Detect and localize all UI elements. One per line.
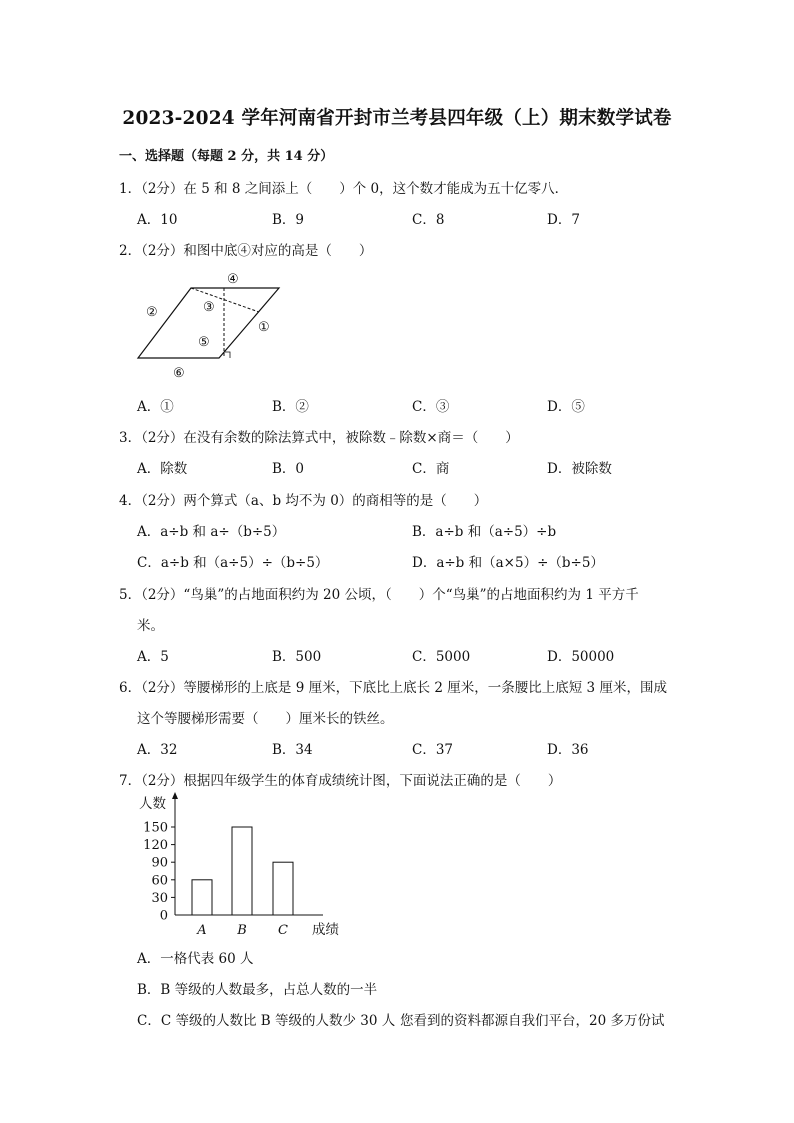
- q2-option-b: B．②: [272, 399, 309, 415]
- q4-option-c: C．a÷b 和（a÷5）÷（b÷5）: [137, 555, 329, 571]
- question-5-stem-line2: 米。: [137, 618, 164, 634]
- q5-option-a: A．5: [137, 649, 169, 665]
- q7-option-a: A．一格代表 60 人: [137, 951, 254, 967]
- q6-option-c: C．37: [412, 742, 454, 758]
- q3-option-a: A．除数: [137, 461, 188, 477]
- label-5: ⑤: [198, 335, 210, 350]
- question-3-stem: 3．（2分）在没有余数的除法算式中，被除数﹣除数×商＝（ ）: [119, 430, 519, 446]
- q4-option-d: D．a÷b 和（a×5）÷（b÷5）: [412, 555, 604, 571]
- label-4: ④: [227, 272, 239, 287]
- y-tick-label: 120: [143, 838, 168, 854]
- right-angle-mark: [224, 352, 230, 358]
- y-axis-label: 人数: [139, 796, 166, 812]
- question-6-stem-line2: 这个等腰梯形需要（ ）厘米长的铁丝。: [137, 711, 394, 727]
- question-5-stem-line1: 5．（2分）“鸟巢”的占地面积约为 20 公顷，（ ）个“鸟巢”的占地面积约为 1 平方千: [119, 587, 639, 603]
- x-axis-label: 成绩: [312, 922, 339, 938]
- question-6-stem-line1: 6．（2分）等腰梯形的上底是 9 厘米，下底比上底长 2 厘米，一条腰比上底短 3 厘米，围成: [119, 680, 667, 696]
- watermark-text: 您看到的资料都源自我们平台，20 多万份试: [400, 1013, 665, 1029]
- section-heading: 一、选择题（每题 2 分，共 14 分）: [119, 149, 334, 164]
- q4-option-a: A．a÷b 和 a÷（b÷5）: [137, 524, 286, 540]
- bar-chart: [125, 788, 355, 940]
- q4-option-b: B．a÷b 和（a÷5）÷b: [412, 524, 557, 540]
- q5-option-b: B．500: [272, 649, 322, 665]
- label-6: ⑥: [173, 366, 185, 381]
- question-4-stem: 4．（2分）两个算式（a、b 均不为 0）的商相等的是（ ）: [119, 493, 488, 509]
- q2-option-a: A．①: [137, 399, 174, 415]
- q3-option-d: D．被除数: [547, 461, 612, 477]
- q5-option-c: C．5000: [412, 649, 471, 665]
- question-1-stem: 1．（2分）在 5 和 8 之间添上（ ）个 0，这个数才能成为五十亿零八．: [119, 181, 569, 197]
- q1-option-c: C．8: [412, 212, 445, 228]
- q7-option-b: B．B 等级的人数最多，占总人数的一半: [137, 982, 378, 998]
- y-tick-label: 90: [151, 855, 168, 871]
- q1-option-b: B．9: [272, 212, 305, 228]
- label-3: ③: [203, 300, 215, 315]
- q2-option-c: C．③: [412, 399, 450, 415]
- y-axis-arrow: [172, 792, 178, 799]
- q5-option-d: D．50000: [547, 649, 615, 665]
- bar-b: [232, 827, 252, 915]
- y-tick-label: 60: [151, 873, 168, 889]
- q1-option-d: D．7: [547, 212, 580, 228]
- q1-option-a: A．10: [137, 212, 178, 228]
- q6-option-d: D．36: [547, 742, 589, 758]
- x-tick-label: B: [237, 923, 247, 938]
- page-title: 2023-2024 学年河南省开封市兰考县四年级（上）期末数学试卷: [122, 108, 672, 129]
- question-7-stem: 7．（2分）根据四年级学生的体育成绩统计图，下面说法正确的是（ ）: [119, 773, 562, 789]
- label-1: ①: [258, 320, 270, 335]
- bar-a: [192, 880, 212, 915]
- q6-option-b: B．34: [272, 742, 313, 758]
- q6-option-a: A．32: [137, 742, 178, 758]
- x-tick-label: C: [278, 923, 288, 938]
- q3-option-c: C．商: [412, 461, 450, 477]
- q7-option-c: C．C 等级的人数比 B 等级的人数少 30 人: [137, 1013, 396, 1029]
- q3-option-b: B．0: [272, 461, 305, 477]
- q2-option-d: D．⑤: [547, 399, 585, 415]
- y-tick-label: 30: [151, 890, 168, 906]
- label-2: ②: [146, 305, 158, 320]
- bar-c: [273, 862, 293, 915]
- y-tick-label: 0: [159, 908, 168, 924]
- parallelogram-figure: [130, 262, 290, 387]
- height-line-perpendicular: [191, 288, 259, 312]
- y-tick-label: 150: [143, 820, 168, 836]
- question-2-stem: 2．（2分）和图中底④对应的高是（ ）: [119, 243, 373, 259]
- x-tick-label: A: [197, 923, 207, 938]
